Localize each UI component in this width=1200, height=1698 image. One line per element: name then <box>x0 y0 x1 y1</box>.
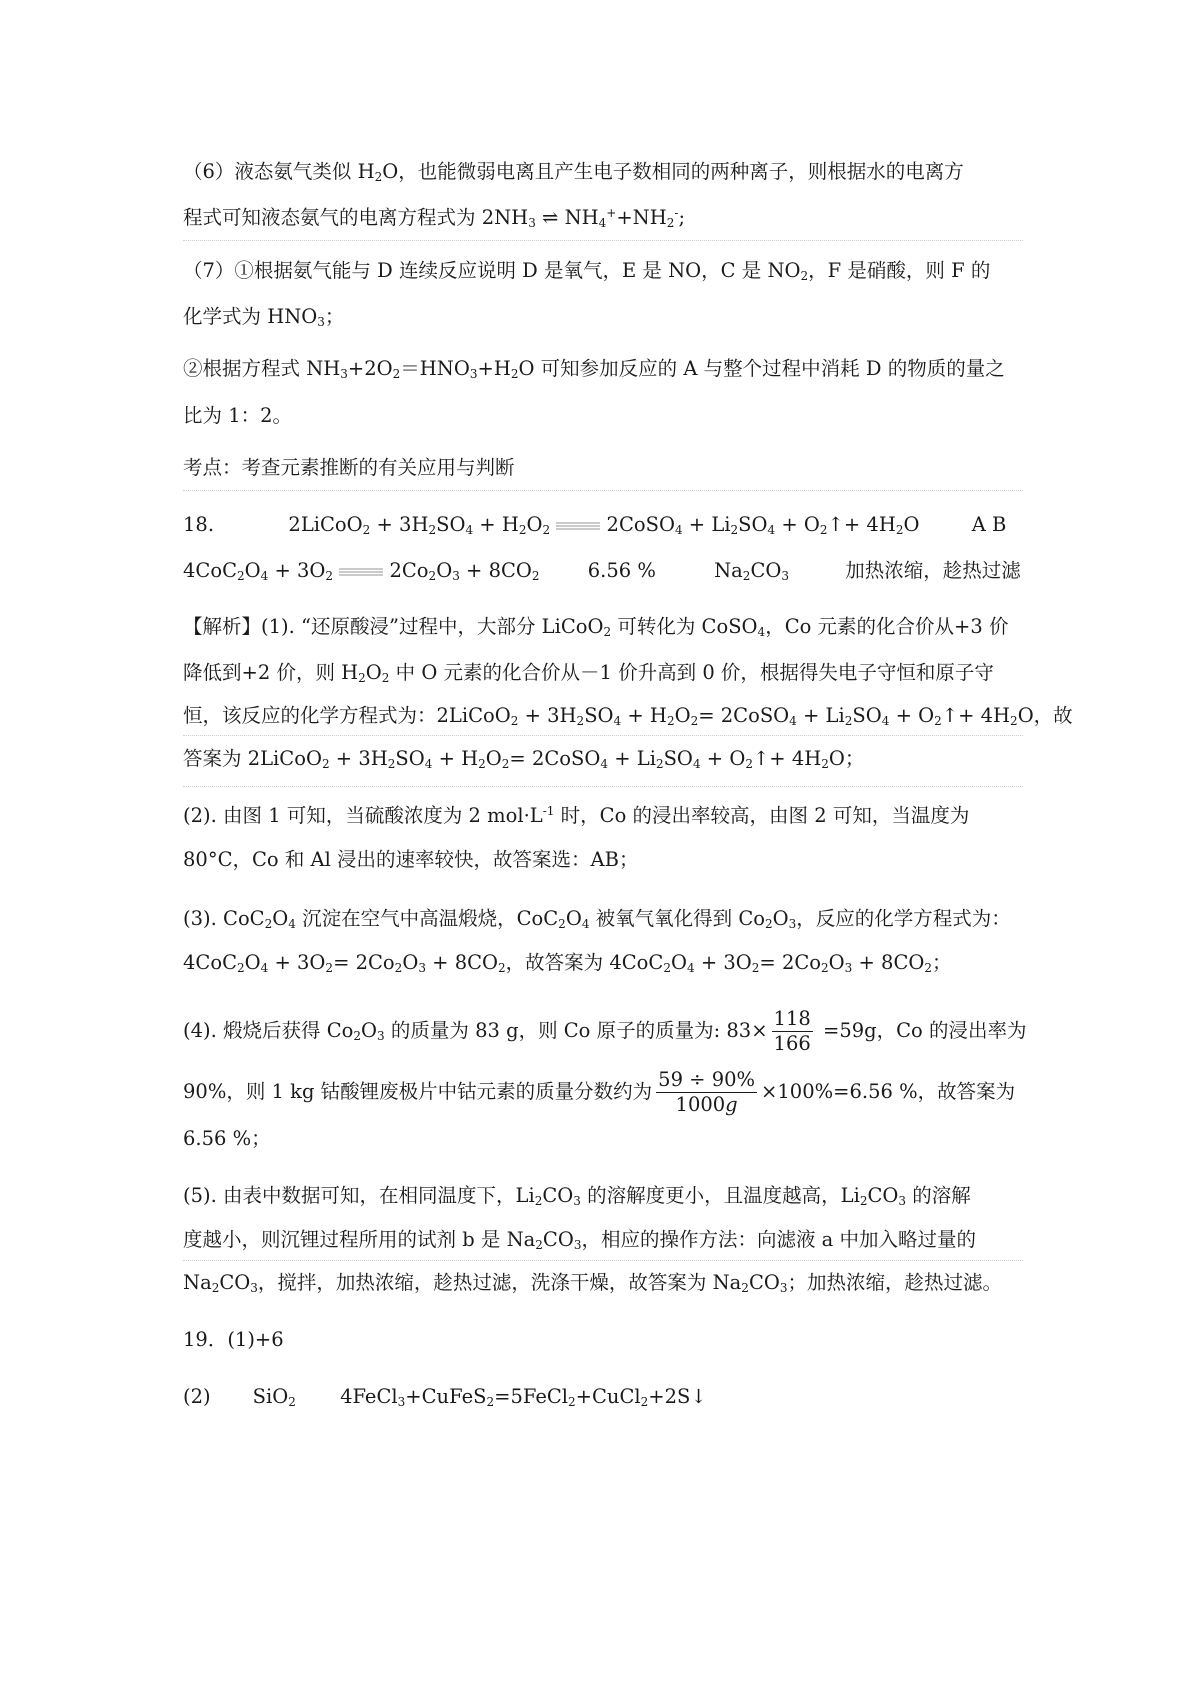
analysis-1-line1: 【解析】(1). “还原酸浸”过程中，大部分 LiCoO$_2$ 可转化为 CoSO$_4$，Co 元素的化合价从+3 价 <box>183 615 1009 639</box>
fraction-mass: $\frac{59 \div 90\%}{1000g}$ <box>658 1068 756 1116</box>
divider <box>183 1260 1023 1261</box>
double-equals-icon <box>339 566 383 578</box>
analysis-4-line2: 90%，则 1 kg 钴酸锂废极片中钴元素的质量分数约为 $\frac{59 \div 90\%}{1000g}$ ×100%=6.56 %，故答案为 <box>183 1068 1016 1116</box>
divider <box>183 240 1023 241</box>
q18-line1: 18. 2LiCoO$_2$ + $3H_2SO_4 + H_2O_2$ 2CoSO$_4$ + $Li_2SO_4$ + $O_2↑+ 4H_2O$ A B <box>183 513 1007 537</box>
p7-line3: ②根据方程式 $NH_3+2O_2=HNO_3+H_2O$ 可知参加反应的 A 与整个过程中消耗 D 的物质的量之 <box>183 357 1005 381</box>
divider <box>183 490 1023 491</box>
p6-line1: （6）液态氨气类似 $H_2O$，也能微弱电离且产生电子数相同的两种离子，则根据水的电离方 <box>183 160 964 184</box>
analysis-5-line1: (5). 由表中数据可知，在相同温度下，$Li_2CO_3$ 的溶解度更小，且温度越高，$Li_2CO_3$ 的溶解 <box>183 1184 971 1208</box>
q18-line2: $4CoC_2O_4 + 3O_2$ $2Co_2O_3 + 8CO_2$ 6.56 % $Na_2CO_3$ 加热浓缩，趁热过滤 <box>183 559 1021 583</box>
analysis-3-line2: $4CoC_2O_4 + 3O_2= 2Co_2O_3 + 8CO_2$，故答案为 $4CoC_2O_4 + 3O_2= 2Co_2O_3 + 8CO_2$； <box>183 951 952 975</box>
double-equals-icon <box>556 520 600 532</box>
p7-line4: 比为 1：2。 <box>183 404 293 427</box>
fraction-118-166: $\frac{118}{166}$ <box>773 1007 811 1055</box>
answer-ab: A B <box>971 513 1007 536</box>
analysis-3-line1: (3). $CoC_2O_4$ 沉淀在空气中高温煅烧，$CoC_2O_4$ 被氧气氧化得到 $Co_2O_3$，反应的化学方程式为： <box>183 907 1011 931</box>
analysis-2-line1: (2). 由图 1 可知，当硫酸浓度为 2 $mol\cdot L^{-1}$ 时，Co 的浸出率较高，由图 2 可知，当温度为 <box>183 804 970 827</box>
divider <box>183 735 1023 736</box>
analysis-5-line3: $Na_2CO_3$，搅拌，加热浓缩，趁热过滤，洗涤干燥，故答案为 $Na_2CO_3$；加热浓缩，趁热过滤。 <box>183 1271 1003 1295</box>
analysis-1-line3: 恒，该反应的化学方程式为：2LiCoO$_2$ + $3H_2SO_4 + H_2O_2=$ 2CoSO$_4$ + $Li_2SO_4$ + $O_2↑+ 4H_2O$，故 <box>183 704 1073 728</box>
analysis-1-line2: 降低到+2 价，则 $H_2O_2$ 中 O 元素的化合价从－1 价升高到 0 价，根据得失电子守恒和原子守 <box>183 661 994 685</box>
analysis-1-line4: 答案为 2LiCoO$_2$ + $3H_2SO_4 + H_2O_2=$ 2CoSO$_4$ + $Li_2SO_4$ + $O_2↑+ 4H_2O$； <box>183 747 865 771</box>
p7-line1: （7）①根据氨气能与 D 连续反应说明 D 是氧气，E 是 NO，C 是 $NO_2$，F 是硝酸，则 F 的 <box>183 259 991 283</box>
kaodian-line: 考点：考查元素推断的有关应用与判断 <box>183 456 515 479</box>
q19-line1: 19．(1)+6 <box>183 1328 284 1351</box>
analysis-5-line2: 度越小，则沉锂过程所用的试剂 b 是 $Na_2CO_3$，相应的操作方法：向滤液 a 中加入略过量的 <box>183 1228 977 1252</box>
analysis-4-line3: 6.56 %； <box>183 1127 271 1150</box>
analysis-4-line1: (4). 煅烧后获得 $Co_2O_3$ 的质量为 83 g，则 Co 原子的质量为: 83× $\frac{118}{166}$ =59g，Co 的浸出率为 <box>183 1007 1027 1055</box>
p6-line2: 程式可知液态氨气的电离方程式为 $2NH_3$ ⇌ $NH_4^++NH_2^-$; <box>183 206 686 230</box>
p7-line2: 化学式为 $HNO_3$； <box>183 305 345 329</box>
q19-line2: (2) SiO$_2$ 4FeCl$_3$+CuFeS$_2$=5FeCl$_2$+CuCl$_2$+2S↓ <box>183 1385 707 1409</box>
divider <box>183 786 1023 787</box>
analysis-2-line2: 80°C，Co 和 Al 浸出的速率较快，故答案选：AB； <box>183 848 639 871</box>
